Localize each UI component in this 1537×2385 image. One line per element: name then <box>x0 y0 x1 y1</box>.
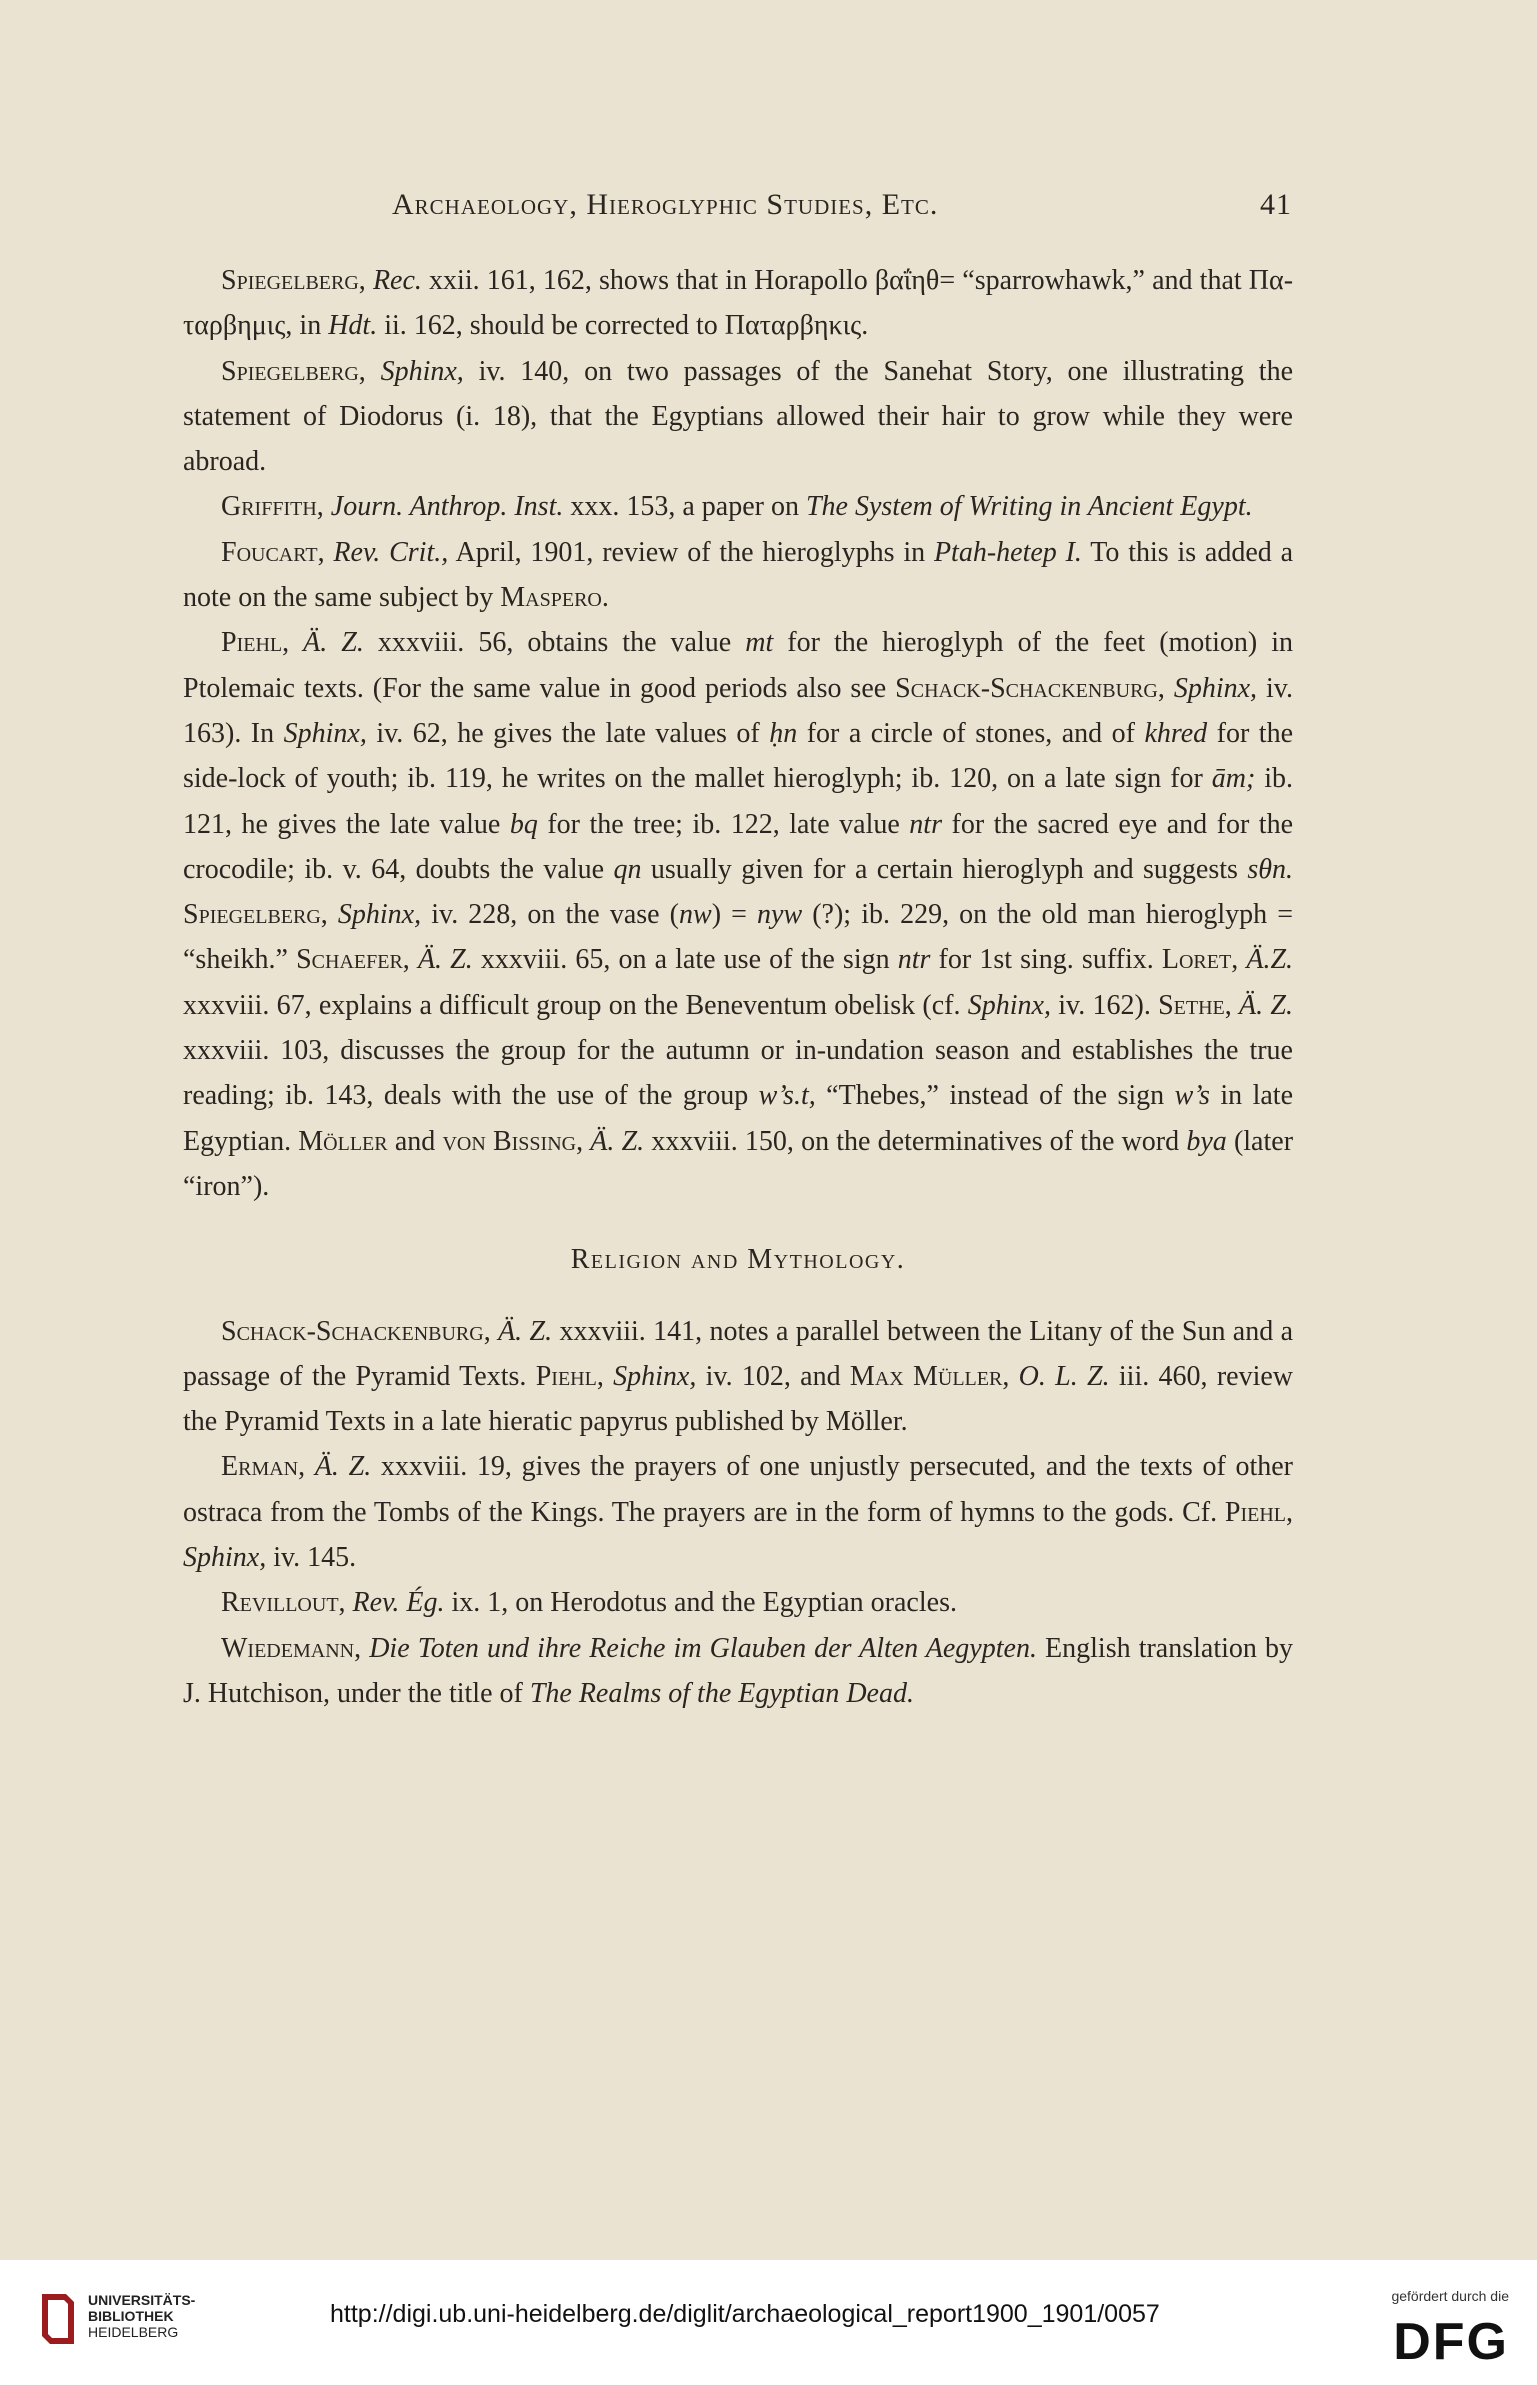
author-name: Piehl <box>1224 1496 1286 1528</box>
entry-text: (?); ib. 229, on the old man hieroglyph = “sheikh.” <box>183 899 1293 976</box>
entry-text: ix. 1, on Herodotus and the Egyptian oracles. <box>444 1587 957 1619</box>
citation-title: Ä. Z. <box>498 1315 553 1347</box>
citation-title: Ä.Z. <box>1246 944 1294 976</box>
author-name: Schaefer <box>296 944 403 976</box>
author-name: Max Müller <box>849 1360 1003 1392</box>
author-name: Spiegelberg <box>183 899 321 931</box>
citation-title: ḥn <box>769 717 798 749</box>
author-name: Maspero <box>500 582 602 614</box>
bibliography-entry <box>183 484 1293 529</box>
entry-text: , <box>282 627 304 659</box>
citation-title: Ä. Z. <box>314 1451 372 1483</box>
citation-title: Journ. Anthrop. Inst. <box>330 491 564 523</box>
author-name: Revillout <box>221 1587 339 1619</box>
citation-title: Rev. Ég. <box>352 1587 445 1619</box>
entry-text: , <box>1286 1496 1293 1528</box>
entry-text: iii. 460, review the Pyramid Texts in a late hieratic papyrus published by Möller. <box>183 1360 1294 1438</box>
bibliography-entry <box>183 349 1293 485</box>
citation-title: ntr <box>897 944 931 976</box>
running-head <box>392 188 1292 222</box>
citation-title: O. L. Z. <box>1018 1360 1110 1392</box>
citation-title: nyw <box>757 899 803 931</box>
entry-text: , <box>354 1632 370 1664</box>
entry-text: , <box>316 491 331 523</box>
entry-text: xxxviii. 19, gives the prayers of one unjustly persecuted, and the texts of other ostraca from the Tombs of the Kings. The prayers are in the form of hymns to the gods. Cf. <box>183 1451 1294 1528</box>
page-number: 41 <box>1260 188 1292 221</box>
citation-title: Ä. Z. <box>417 944 473 976</box>
citation-title: Sphinx, <box>380 355 464 387</box>
entry-text: iv. 62, he gives the late values of <box>366 717 770 749</box>
author-name: Möller <box>298 1125 388 1157</box>
entry-text: for 1st sing. suffix. <box>930 944 1162 976</box>
bibliography-entry <box>183 1309 1293 1445</box>
entry-text: iv. 228, on the vase ( <box>421 899 679 931</box>
citation-title: mt <box>745 627 774 659</box>
entry-text: (later “iron”). <box>183 1125 1294 1202</box>
citation-title: Sphinx, <box>1173 672 1258 704</box>
library-name-line: UNIVERSITÄTS- <box>88 2292 196 2308</box>
entry-text: and <box>387 1125 443 1157</box>
library-name-line: BIBLIOTHEK <box>88 2308 174 2324</box>
entry-text: iv. 162). <box>1050 989 1159 1021</box>
permalink-url[interactable]: http://digi.ub.uni-heidelberg.de/diglit/archaeological_report1900_1901/0057 <box>330 2300 1160 2328</box>
author-name: Spiegelberg <box>221 355 359 387</box>
entry-text: for the sacred eye and for the crocodile; ib. v. 64, doubts the value <box>183 808 1294 885</box>
citation-title: Sphinx, <box>283 717 367 749</box>
author-name: Schack-Schackenburg <box>895 672 1158 704</box>
citation-title: qn <box>613 853 642 885</box>
entry-text: xxx. 153, a paper on <box>563 491 806 523</box>
entry-text: ii. 162, should be corrected to Παταρβηκις. <box>377 310 869 342</box>
citation-title: sθn. <box>1247 853 1293 885</box>
citation-title: Hdt. <box>328 310 378 342</box>
citation-title: bq <box>509 808 538 840</box>
author-name: Piehl <box>221 627 283 659</box>
page-body <box>183 258 1293 1716</box>
entry-text: for a circle of stones, and of <box>797 717 1145 749</box>
entry-text: for the side-lock of youth; ib. 119, he writes on the mallet hieroglyph; ib. 120, on a late sign for <box>183 717 1294 795</box>
citation-title: The System of Writing in Ancient Egypt. <box>805 491 1253 523</box>
entry-text: , <box>1231 944 1247 976</box>
citation-title: Sphinx, <box>183 1542 267 1574</box>
author-name: Sethe <box>1158 989 1225 1021</box>
author-name: Piehl <box>535 1360 597 1392</box>
entry-text: , <box>576 1125 591 1157</box>
citation-title: khred <box>1144 717 1208 749</box>
author-name: Loret <box>1161 944 1232 976</box>
library-name-line: HEIDELBERG <box>88 2324 179 2340</box>
entry-text: , <box>358 265 373 296</box>
entry-text: for the hieroglyph of the feet (motion) in Ptolemaic texts. (For the same value in good periods also see <box>183 627 1294 704</box>
entry-text: xxxviii. 65, on a late use of the sign <box>472 944 898 976</box>
entry-text: , <box>298 1451 315 1483</box>
citation-title: Ptah-hetep I. <box>933 536 1082 568</box>
footer-bar <box>0 2260 1537 2385</box>
entry-text: “Thebes,” instead of the sign <box>815 1080 1175 1112</box>
entry-text: in late Egyptian. <box>183 1080 1294 1157</box>
citation-title: w’s.t, <box>758 1080 816 1112</box>
bibliography-entry <box>183 620 1293 1209</box>
library-logo-icon <box>38 2290 78 2348</box>
citation-title: w’s <box>1174 1080 1210 1112</box>
entry-text: xxxviii. 56, obtains the value <box>363 627 746 659</box>
entry-text: To this is added a note on the same subject by <box>183 536 1294 614</box>
entry-text: , <box>1224 989 1240 1021</box>
author-name: von Bissing <box>442 1125 577 1157</box>
entries-archaeology <box>183 258 1293 1209</box>
author-name: Schack-Schackenburg <box>221 1315 484 1347</box>
entry-text: iv. 140, on two passages of the Sanehat Story, one illustrating the statement of Diodorus (i. 18), that the Egyptians allowed their hair to grow while they were abroad. <box>183 355 1294 478</box>
funder-caption: gefördert durch die <box>1391 2288 1509 2304</box>
entry-text: , <box>338 1587 353 1619</box>
dfg-logo: DFG <box>1393 2313 1509 2371</box>
citation-title: Rev. Crit., <box>333 536 449 568</box>
section-heading: Religion and Mythology. <box>570 1244 906 1276</box>
entry-text: xxxviii. 103, discusses the group for the autumn or in-undation season and establishes the true reading; ib. 143, deals with the use of the group <box>183 1035 1293 1112</box>
entry-text: , <box>320 899 338 931</box>
bibliography-entry <box>183 1580 1293 1625</box>
citation-title: ām; <box>1211 763 1256 795</box>
entry-text: . <box>601 582 609 614</box>
citation-title: Rec. <box>372 265 422 296</box>
bibliography-entry <box>183 1444 1293 1580</box>
entries-religion <box>183 1309 1293 1717</box>
citation-title: ntr <box>909 808 942 840</box>
entry-text: xxxviii. 67, explains a difficult group on the Beneventum obelisk (cf. <box>183 989 968 1021</box>
entry-text: iv. 163). In <box>183 672 1293 749</box>
author-name: Erman <box>221 1451 299 1483</box>
citation-title: The Realms of the Egyptian Dead. <box>529 1677 914 1709</box>
entry-text: , <box>1002 1360 1019 1392</box>
running-head-title: Archaeology, Hieroglyphic Studies, Etc. <box>392 188 939 221</box>
citation-title: Ä. Z. <box>590 1125 645 1157</box>
author-name: Spiegelberg <box>221 265 359 296</box>
entry-text: , <box>358 355 381 387</box>
citation-title: Sphinx, <box>613 1360 697 1392</box>
library-name <box>88 2292 195 2340</box>
bibliography-entry <box>183 530 1293 621</box>
entry-text: , <box>317 536 334 568</box>
entry-text: ib. 121, he gives the late value <box>183 763 1294 840</box>
entry-text: April, 1901, review of the hieroglyphs in <box>448 536 934 568</box>
entry-text: xxxviii. 150, on the determinatives of the word <box>644 1125 1187 1157</box>
entry-text: English translation by J. Hutchison, under the title of <box>183 1632 1294 1709</box>
entry-text: iv. 145. <box>266 1542 357 1574</box>
entry-text: iv. 102, and <box>696 1360 850 1392</box>
entry-text: ) = <box>711 899 758 931</box>
bibliography-entry <box>183 1626 1293 1717</box>
entry-text: xxii. 161, 162, shows that in Horapollo βαΐηθ= “sparrowhawk,” and that Παταρβημις, in <box>183 265 1294 342</box>
citation-title: Sphinx, <box>967 989 1051 1021</box>
author-name: Foucart <box>221 536 318 568</box>
citation-title: Die Toten und ihre Reiche im Glauben der Alten Aegypten. <box>369 1632 1037 1664</box>
bibliography-entry <box>183 258 1293 349</box>
citation-title: Ä. Z. <box>303 627 364 659</box>
citation-title: nw <box>679 899 712 931</box>
citation-title: Ä. Z. <box>1239 989 1293 1021</box>
citation-title: bya <box>1186 1125 1227 1157</box>
entry-text: , <box>596 1360 614 1392</box>
entry-text: , <box>483 1315 499 1347</box>
author-name: Wiedemann <box>221 1632 355 1664</box>
entry-text: for the tree; ib. 122, late value <box>537 808 910 840</box>
entry-text: , <box>402 944 418 976</box>
citation-title: Sphinx, <box>337 899 422 931</box>
entry-text: xxxviii. 141, notes a parallel between the Litany of the Sun and a passage of the Pyramid Texts. <box>183 1315 1293 1392</box>
author-name: Griffith <box>221 491 317 523</box>
entry-text: , <box>1157 672 1174 704</box>
entry-text: usually given for a certain hieroglyph and suggests <box>641 853 1248 885</box>
